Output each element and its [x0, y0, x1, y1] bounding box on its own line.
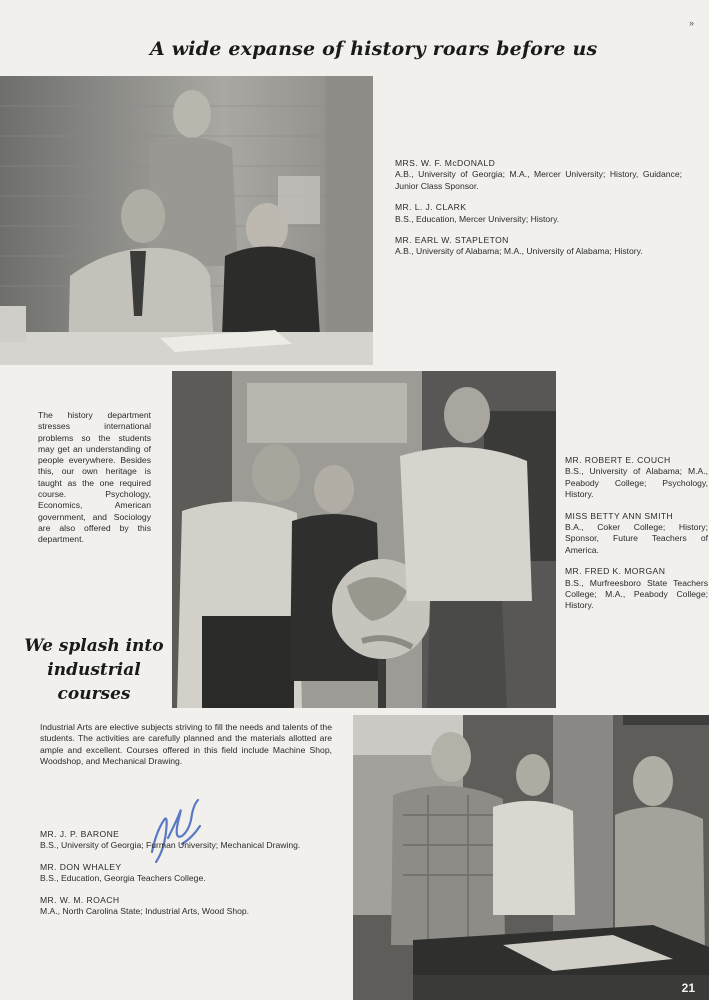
industrial-heading: We splash into industrial courses — [24, 636, 164, 704]
history-faculty-photo-1 — [0, 76, 373, 365]
faculty-details: B.A., Coker College; History; Sponsor, Future Teachers of America. — [565, 522, 708, 555]
faculty-name: MR. EARL W. STAPLETON — [395, 235, 509, 246]
photo-illustration — [172, 371, 556, 708]
faculty-details: B.S., Education, Mercer University; History. — [395, 213, 560, 224]
faculty-details: B.S., Murfreesboro State Teachers College; M.A., Peabody College; History. — [565, 577, 708, 611]
faculty-name: MR. DON WHALEY — [40, 861, 122, 872]
faculty-details: B.S., University of Georgia; Furman University; Mechanical Drawing. — [40, 840, 301, 851]
faculty-entry — [395, 202, 682, 225]
faculty-entry — [395, 158, 682, 192]
faculty-details: M.A., North Carolina State; Industrial Arts, Wood Shop. — [40, 906, 250, 917]
faculty-entry — [395, 235, 682, 258]
history-faculty-caption-middle — [565, 455, 708, 622]
faculty-name: MISS BETTY ANN SMITH — [565, 510, 674, 521]
faculty-name: MRS. W. F. McDONALD — [395, 158, 496, 168]
faculty-name: MR. ROBERT E. COUCH — [565, 455, 671, 465]
page-headline: A wide expanse of history roars before us — [150, 38, 598, 60]
faculty-entry — [565, 511, 708, 557]
history-department-paragraph: The history department stresses international problems so the students may get an understanding of people everywhere. Besides this, our own heritage is taught as the one required course. Psychology, Economics, American government, and Sociology are also offered by this department. — [38, 410, 151, 545]
faculty-entry — [565, 455, 708, 501]
faculty-entry — [40, 862, 332, 885]
faculty-details: A.B., University of Alabama; M.A., University of Alabama; History. — [395, 246, 643, 257]
photo-illustration — [0, 76, 373, 365]
history-faculty-caption-top — [395, 158, 682, 268]
page-number: 21 — [681, 981, 695, 995]
faculty-entry — [565, 566, 708, 612]
faculty-entry — [40, 895, 332, 918]
industrial-faculty-photo — [353, 715, 709, 1000]
faculty-name: MR. L. J. CLARK — [395, 202, 467, 213]
faculty-name: MR. J. P. BARONE — [40, 829, 120, 839]
industrial-faculty-caption — [40, 829, 332, 927]
corner-mark: » — [689, 18, 695, 28]
faculty-details: B.S., Education, Georgia Teachers College. — [40, 873, 206, 884]
faculty-details: A.B., University of Georgia; M.A., Mercer University; History, Guidance; Junior Class Sponsor. — [395, 169, 682, 191]
faculty-name: MR. FRED K. MORGAN — [565, 566, 666, 577]
faculty-entry — [40, 829, 332, 852]
faculty-details: B.S., University of Alabama; M.A., Peabody College; Psychology, History. — [565, 466, 708, 500]
history-faculty-photo-2 — [172, 371, 556, 708]
faculty-name: MR. W. M. ROACH — [40, 894, 120, 905]
photo-illustration — [353, 715, 709, 1000]
industrial-arts-paragraph: Industrial Arts are elective subjects striving to fill the needs and talents of the students. The activities are carefully planned and the materials allotted are ample and excellent. Courses offered in this field include Machine Shop, Woodshop, and Mechanical Drawing. — [40, 722, 332, 767]
